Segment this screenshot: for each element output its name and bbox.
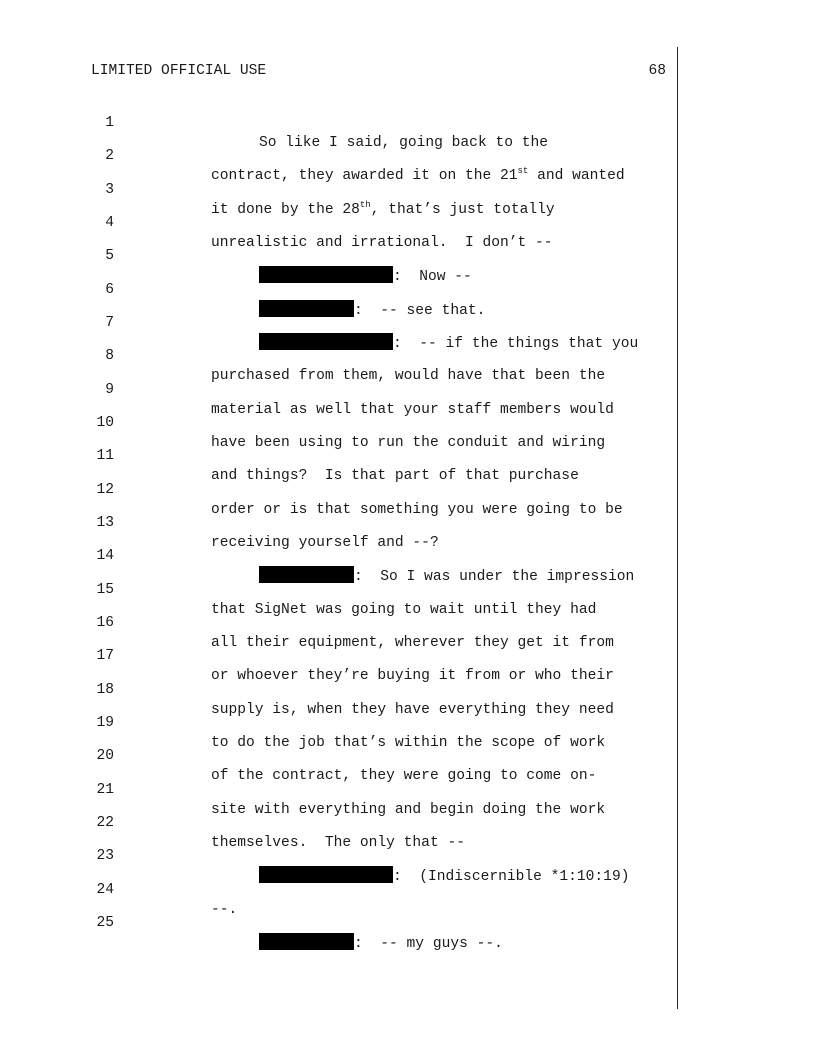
transcript-line	[0, 293, 677, 352]
line-number: 11	[96, 448, 114, 464]
line-text: of the contract, they were going to come on-	[211, 768, 597, 784]
line-text: that SigNet was going to wait until they had	[211, 602, 597, 618]
line-text: --.	[211, 902, 238, 918]
right-margin-rule	[677, 47, 678, 1009]
line-number: 18	[96, 682, 114, 698]
line-number: 3	[105, 182, 114, 198]
line-number: 23	[96, 848, 114, 864]
transcript-line	[0, 393, 677, 451]
transcript-line	[0, 493, 677, 551]
transcript-line	[0, 360, 677, 418]
transcript-line	[0, 793, 677, 851]
line-number: 7	[105, 315, 114, 331]
line-text-part: contract, they awarded it on the 21	[211, 168, 518, 184]
speech-text: : -- my guys --.	[354, 936, 503, 952]
line-number: 14	[96, 548, 114, 564]
line-text-part: it done by the 28	[211, 202, 360, 218]
line-number: 15	[96, 582, 114, 598]
transcript-line	[0, 126, 677, 184]
line-text: material as well that your staff members would	[211, 402, 614, 418]
speech-text: : -- see that.	[354, 303, 486, 319]
transcript-line	[0, 560, 677, 618]
line-number: 16	[96, 615, 114, 631]
transcript-line	[0, 860, 677, 918]
line-number: 20	[96, 748, 114, 764]
speaker-line	[259, 933, 503, 954]
redacted-speaker-name	[259, 933, 354, 950]
line-number: 21	[96, 782, 114, 798]
transcript-line	[0, 726, 677, 784]
transcript-line	[0, 826, 677, 885]
line-number: 4	[105, 215, 114, 231]
line-text: purchased from them, would have that been the	[211, 368, 606, 384]
line-text: unrealistic and irrational. I don’t --	[211, 235, 553, 251]
line-number: 25	[96, 915, 114, 931]
line-number: 10	[96, 415, 114, 431]
line-text: have been using to run the conduit and wiring	[211, 435, 606, 451]
line-number: 1	[105, 115, 114, 131]
line-number: 17	[96, 648, 114, 664]
transcript-line	[0, 193, 677, 251]
transcript-line	[0, 760, 677, 818]
line-text: site with everything and begin doing the work	[211, 802, 606, 818]
classification-header: LIMITED OFFICIAL USE	[91, 63, 267, 79]
line-text: So like I said, going back to the	[259, 135, 549, 151]
ordinal-suffix: th	[359, 200, 371, 210]
ordinal-suffix: st	[517, 166, 529, 176]
transcript-line	[0, 626, 677, 684]
line-number: 19	[96, 715, 114, 731]
transcript-line	[0, 93, 677, 151]
transcript-line	[0, 526, 677, 585]
transcript-line	[0, 160, 677, 218]
transcript-line	[0, 660, 677, 718]
line-number: 24	[96, 882, 114, 898]
line-text: or whoever they’re buying it from or who their	[211, 668, 614, 684]
transcript-line	[0, 326, 677, 384]
line-number: 13	[96, 515, 114, 531]
line-text: supply is, when they have everything they need	[211, 702, 614, 718]
speech-text: : (Indiscernible *1:10:19)	[393, 869, 630, 885]
line-text: to do the job that’s within the scope of work	[211, 735, 606, 751]
transcript-line	[0, 593, 677, 651]
transcript-line	[0, 693, 677, 751]
speech-text: : So I was under the impression	[354, 569, 635, 585]
speech-text: : -- if the things that you	[393, 336, 639, 352]
line-number: 2	[105, 148, 114, 164]
line-number: 22	[96, 815, 114, 831]
line-number: 8	[105, 348, 114, 364]
line-text-part: , that’s just totally	[370, 202, 555, 218]
line-number: 5	[105, 248, 114, 264]
transcript-line	[0, 460, 677, 518]
speech-text: : Now --	[393, 269, 472, 285]
line-number: 9	[105, 382, 114, 398]
line-text-part: and wanted	[528, 168, 625, 184]
transcript-line	[0, 426, 677, 484]
line-text: receiving yourself and --?	[211, 535, 439, 551]
line-text: order or is that something you were going to be	[211, 502, 623, 518]
line-text: all their equipment, wherever they get it from	[211, 635, 614, 651]
transcript-line	[0, 893, 677, 952]
transcript-line	[0, 260, 677, 319]
line-text: and things? Is that part of that purchase	[211, 468, 579, 484]
line-number: 6	[105, 282, 114, 298]
page-number: 68	[648, 63, 666, 79]
line-text: themselves. The only that --	[211, 835, 465, 851]
transcript-line	[0, 226, 677, 285]
line-number: 12	[96, 482, 114, 498]
